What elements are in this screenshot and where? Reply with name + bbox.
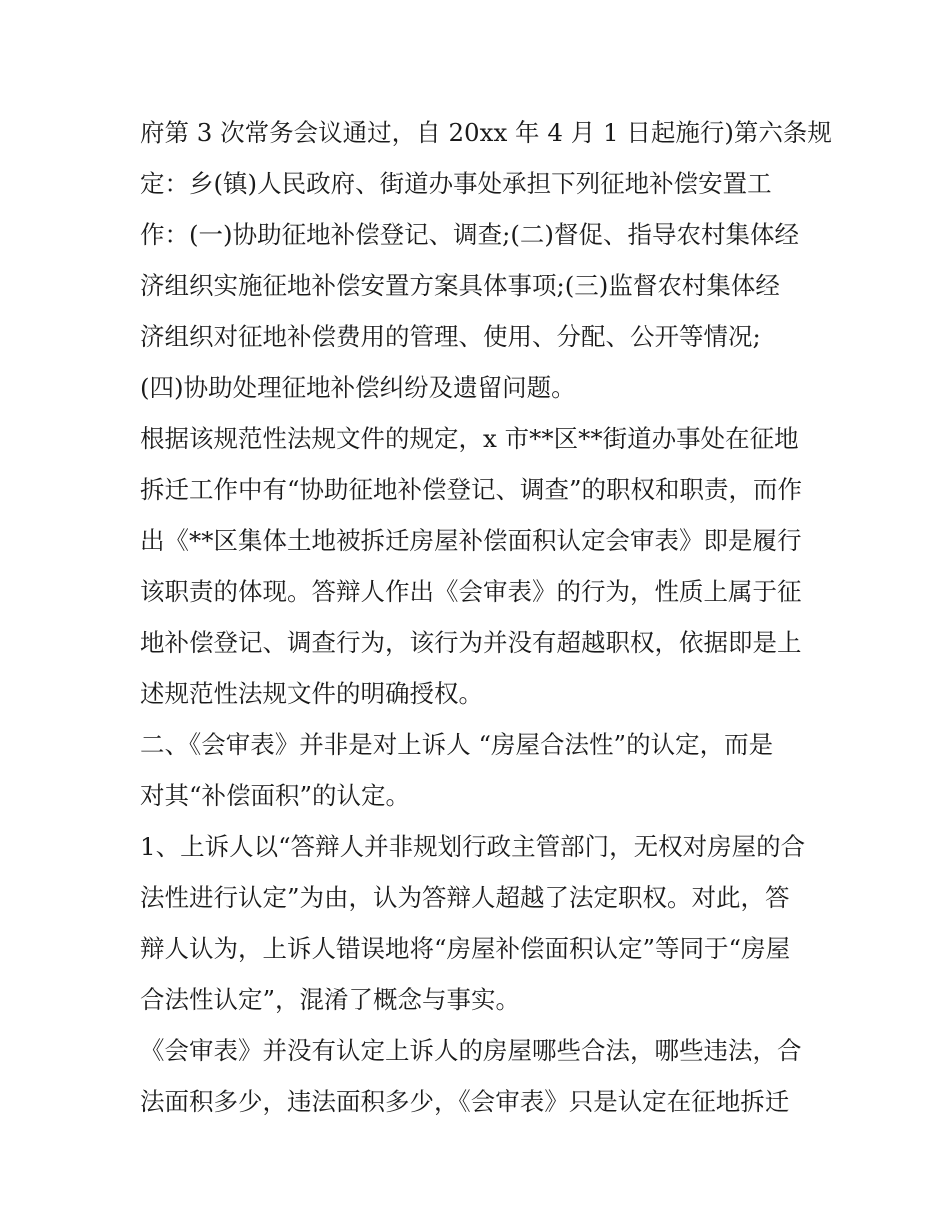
text-line: 定：乡(镇)人民政府、街道办事处承担下列征地补偿安置工 (140, 169, 772, 198)
text-line: 《会审表》并没有认定上诉人的房屋哪些合法，哪些违法，合 (140, 1036, 802, 1065)
section-heading-line: 对其“补偿面积”的认定。 (140, 781, 411, 810)
document-body (140, 107, 832, 1127)
text-line: 济组织对征地补偿费用的管理、使用、分配、公开等情况; (140, 322, 761, 351)
text-line: 辩人认为，上诉人错误地将“房屋补偿面积认定”等同于“房屋 (140, 934, 791, 963)
text-line: (四)协助处理征地补偿纠纷及遗留问题。 (140, 373, 576, 402)
text-line: 合法性认定”，混淆了概念与事实。 (140, 985, 521, 1014)
text-line: 出《**区集体土地被拆迁房屋补偿面积认定会审表》即是履行 (140, 526, 802, 555)
text-line: 根据该规范性法规文件的规定，x 市**区**街道办事处在征地 (140, 424, 799, 453)
text-line: 作：(一)协助征地补偿登记、调查;(二)督促、指导农村集体经 (140, 220, 799, 249)
text-line: 该职责的体现。答辩人作出《会审表》的行为，性质上属于征 (140, 577, 802, 606)
text-line: 府第 3 次常务会议通过，自 20xx 年 4 月 1 日起施行)第六条规 (140, 118, 832, 147)
section-heading-line: 二、《会审表》并非是对上诉人 “房屋合法性”的认定，而是 (140, 730, 774, 759)
text-line: 拆迁工作中有“协助征地补偿登记、调查”的职权和职责，而作 (140, 475, 803, 504)
text-line: 济组织实施征地补偿安置方案具体事项;(三)监督农村集体经 (140, 271, 780, 300)
text-line: 述规范性法规文件的明确授权。 (140, 679, 483, 708)
text-line: 地补偿登记、调查行为，该行为并没有超越职权，依据即是上 (140, 628, 802, 657)
text-line: 法面积多少，违法面积多少，《会审表》只是认定在征地拆迁 (140, 1087, 790, 1116)
text-line: 1、上诉人以“答辩人并非规划行政主管部门，无权对房屋的合 (140, 832, 806, 861)
text-line: 法性进行认定”为由，认为答辩人超越了法定职权。对此，答 (140, 883, 790, 912)
